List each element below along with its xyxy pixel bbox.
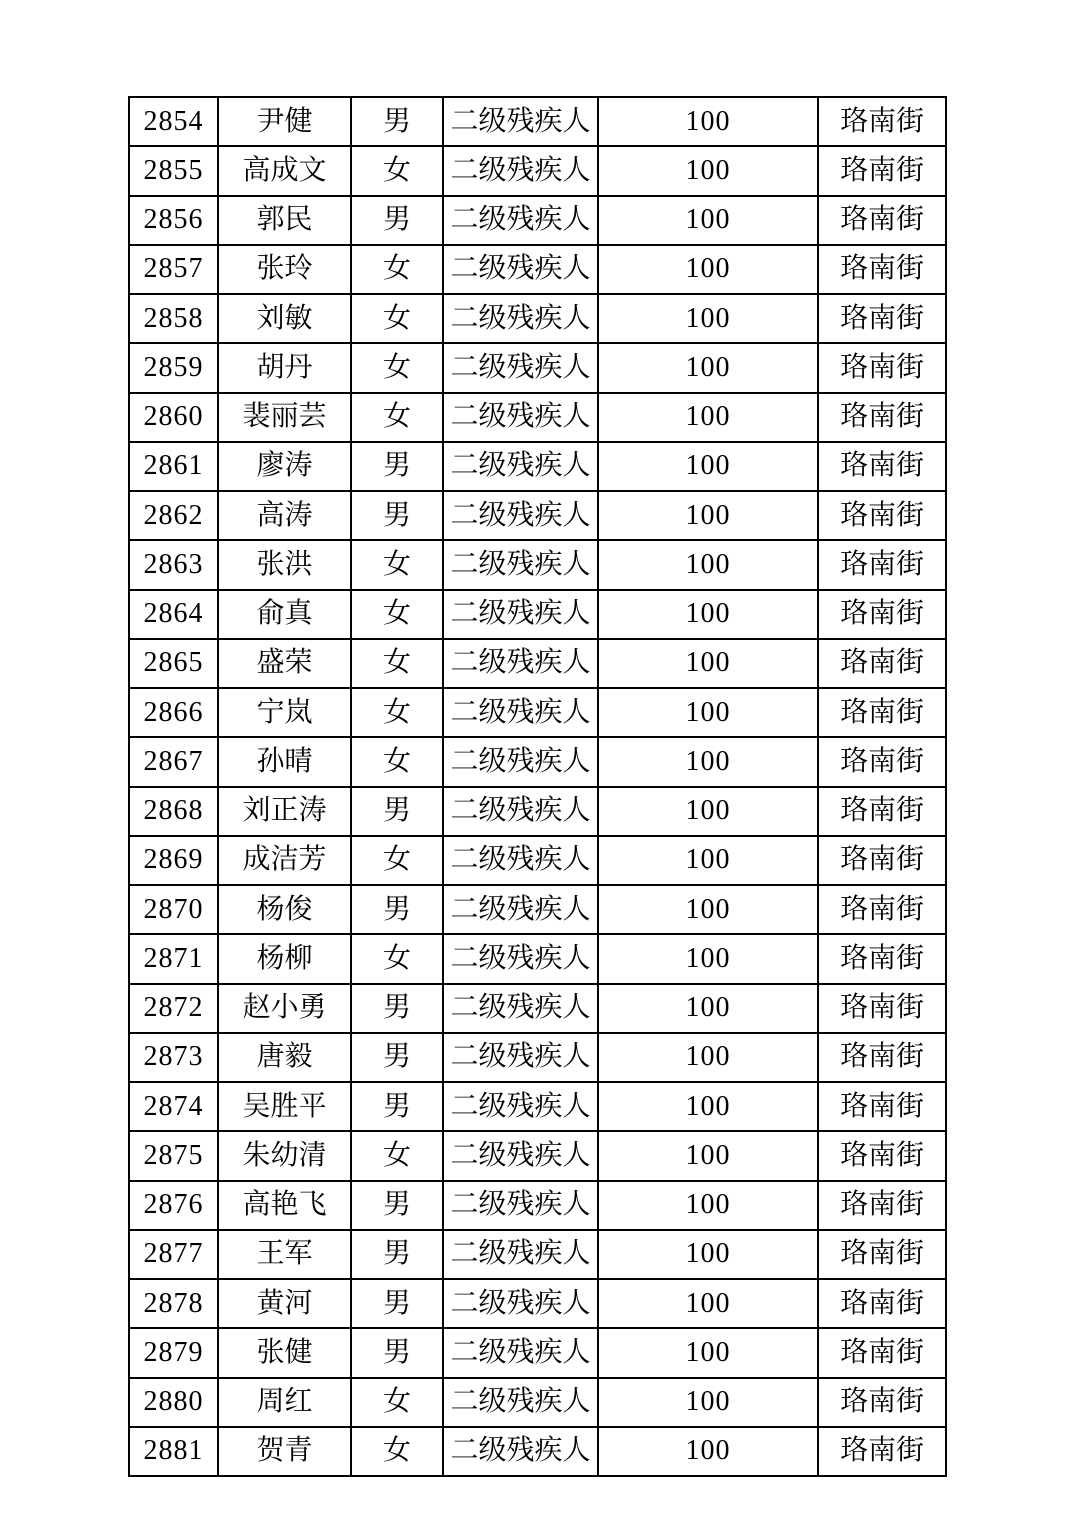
table-row [129,787,946,836]
cell-serial: 2862 [129,491,218,540]
cell-street: 珞南街 [818,146,946,195]
cell-street: 珞南街 [818,688,946,737]
cell-amount: 100 [598,196,818,245]
cell-name: 张洪 [218,540,351,589]
cell-amount: 100 [598,540,818,589]
cell-gender: 女 [351,245,443,294]
cell-serial: 2876 [129,1181,218,1230]
cell-category: 二级残疾人 [443,1181,598,1230]
cell-gender: 女 [351,639,443,688]
cell-serial: 2869 [129,836,218,885]
cell-name: 唐毅 [218,1033,351,1082]
cell-serial: 2873 [129,1033,218,1082]
cell-category: 二级残疾人 [443,491,598,540]
cell-serial: 2863 [129,540,218,589]
cell-name: 俞真 [218,590,351,639]
cell-gender: 女 [351,294,443,343]
cell-gender: 女 [351,343,443,392]
cell-street: 珞南街 [818,1131,946,1180]
cell-street: 珞南街 [818,1328,946,1377]
cell-name: 高成文 [218,146,351,195]
cell-gender: 男 [351,885,443,934]
table-row [129,146,946,195]
cell-amount: 100 [598,590,818,639]
cell-category: 二级残疾人 [443,196,598,245]
cell-street: 珞南街 [818,245,946,294]
cell-category: 二级残疾人 [443,1033,598,1082]
cell-amount: 100 [598,836,818,885]
cell-category: 二级残疾人 [443,787,598,836]
cell-gender: 男 [351,787,443,836]
cell-category: 二级残疾人 [443,836,598,885]
cell-gender: 女 [351,737,443,786]
cell-category: 二级残疾人 [443,1378,598,1427]
cell-street: 珞南街 [818,540,946,589]
cell-street: 珞南街 [818,639,946,688]
cell-street: 珞南街 [818,442,946,491]
cell-street: 珞南街 [818,97,946,146]
cell-category: 二级残疾人 [443,146,598,195]
cell-serial: 2874 [129,1082,218,1131]
table-row [129,885,946,934]
cell-serial: 2860 [129,393,218,442]
table-row [129,245,946,294]
cell-serial: 2865 [129,639,218,688]
table-row [129,294,946,343]
cell-serial: 2855 [129,146,218,195]
cell-serial: 2878 [129,1279,218,1328]
cell-street: 珞南街 [818,934,946,983]
cell-name: 王军 [218,1230,351,1279]
table-row [129,639,946,688]
cell-category: 二级残疾人 [443,393,598,442]
cell-gender: 女 [351,934,443,983]
cell-name: 成洁芳 [218,836,351,885]
cell-name: 杨柳 [218,934,351,983]
cell-street: 珞南街 [818,393,946,442]
cell-name: 张玲 [218,245,351,294]
cell-category: 二级残疾人 [443,934,598,983]
cell-name: 黄河 [218,1279,351,1328]
cell-street: 珞南街 [818,1230,946,1279]
cell-name: 赵小勇 [218,984,351,1033]
cell-category: 二级残疾人 [443,688,598,737]
cell-name: 胡丹 [218,343,351,392]
table-row [129,1230,946,1279]
cell-gender: 女 [351,146,443,195]
cell-serial: 2872 [129,984,218,1033]
table-row [129,1328,946,1377]
cell-serial: 2856 [129,196,218,245]
cell-category: 二级残疾人 [443,737,598,786]
cell-gender: 女 [351,1427,443,1476]
cell-serial: 2857 [129,245,218,294]
cell-name: 宁岚 [218,688,351,737]
cell-serial: 2861 [129,442,218,491]
cell-name: 高艳飞 [218,1181,351,1230]
cell-street: 珞南街 [818,787,946,836]
cell-name: 张健 [218,1328,351,1377]
table-row [129,442,946,491]
cell-gender: 女 [351,688,443,737]
cell-serial: 2877 [129,1230,218,1279]
cell-street: 珞南街 [818,737,946,786]
cell-name: 吴胜平 [218,1082,351,1131]
cell-category: 二级残疾人 [443,1082,598,1131]
cell-name: 廖涛 [218,442,351,491]
table-row [129,836,946,885]
cell-gender: 男 [351,491,443,540]
cell-gender: 男 [351,1279,443,1328]
cell-name: 高涛 [218,491,351,540]
table-row [129,1131,946,1180]
cell-gender: 男 [351,97,443,146]
cell-street: 珞南街 [818,590,946,639]
cell-category: 二级残疾人 [443,245,598,294]
table-row [129,1033,946,1082]
table-row [129,1279,946,1328]
cell-name: 尹健 [218,97,351,146]
cell-gender: 男 [351,442,443,491]
cell-gender: 女 [351,1378,443,1427]
cell-amount: 100 [598,639,818,688]
cell-street: 珞南街 [818,836,946,885]
cell-name: 贺青 [218,1427,351,1476]
cell-gender: 男 [351,1033,443,1082]
table-row [129,934,946,983]
cell-amount: 100 [598,1279,818,1328]
cell-street: 珞南街 [818,1427,946,1476]
cell-serial: 2864 [129,590,218,639]
table-row [129,343,946,392]
cell-category: 二级残疾人 [443,1328,598,1377]
cell-category: 二级残疾人 [443,590,598,639]
cell-amount: 100 [598,294,818,343]
cell-serial: 2870 [129,885,218,934]
cell-serial: 2879 [129,1328,218,1377]
cell-name: 朱幼清 [218,1131,351,1180]
cell-gender: 男 [351,196,443,245]
cell-category: 二级残疾人 [443,442,598,491]
cell-name: 周红 [218,1378,351,1427]
cell-amount: 100 [598,984,818,1033]
cell-amount: 100 [598,393,818,442]
cell-street: 珞南街 [818,343,946,392]
cell-gender: 男 [351,1230,443,1279]
cell-serial: 2875 [129,1131,218,1180]
table-row [129,97,946,146]
cell-amount: 100 [598,787,818,836]
cell-amount: 100 [598,442,818,491]
cell-name: 孙晴 [218,737,351,786]
table-row [129,984,946,1033]
cell-name: 刘敏 [218,294,351,343]
cell-gender: 男 [351,1181,443,1230]
cell-category: 二级残疾人 [443,984,598,1033]
cell-category: 二级残疾人 [443,343,598,392]
table-row [129,590,946,639]
cell-amount: 100 [598,934,818,983]
cell-gender: 女 [351,1131,443,1180]
cell-gender: 男 [351,1082,443,1131]
cell-gender: 女 [351,836,443,885]
cell-gender: 男 [351,984,443,1033]
cell-amount: 100 [598,1230,818,1279]
cell-street: 珞南街 [818,294,946,343]
cell-serial: 2868 [129,787,218,836]
table-row [129,196,946,245]
cell-gender: 女 [351,393,443,442]
cell-street: 珞南街 [818,1033,946,1082]
cell-category: 二级残疾人 [443,1279,598,1328]
table-row [129,1427,946,1476]
cell-gender: 女 [351,590,443,639]
table-row [129,393,946,442]
table-row [129,540,946,589]
cell-category: 二级残疾人 [443,639,598,688]
cell-amount: 100 [598,97,818,146]
cell-amount: 100 [598,1131,818,1180]
cell-amount: 100 [598,1033,818,1082]
table-row [129,737,946,786]
cell-serial: 2871 [129,934,218,983]
cell-category: 二级残疾人 [443,1230,598,1279]
cell-name: 刘正涛 [218,787,351,836]
cell-street: 珞南街 [818,491,946,540]
cell-amount: 100 [598,737,818,786]
cell-category: 二级残疾人 [443,885,598,934]
cell-amount: 100 [598,1181,818,1230]
cell-amount: 100 [598,1328,818,1377]
cell-street: 珞南街 [818,984,946,1033]
cell-category: 二级残疾人 [443,540,598,589]
cell-serial: 2854 [129,97,218,146]
cell-serial: 2881 [129,1427,218,1476]
cell-serial: 2858 [129,294,218,343]
cell-gender: 女 [351,540,443,589]
cell-street: 珞南街 [818,885,946,934]
cell-street: 珞南街 [818,1378,946,1427]
cell-street: 珞南街 [818,196,946,245]
cell-amount: 100 [598,491,818,540]
cell-category: 二级残疾人 [443,1131,598,1180]
cell-amount: 100 [598,1378,818,1427]
cell-street: 珞南街 [818,1279,946,1328]
cell-name: 郭民 [218,196,351,245]
cell-serial: 2859 [129,343,218,392]
cell-amount: 100 [598,1427,818,1476]
cell-amount: 100 [598,146,818,195]
cell-name: 盛荣 [218,639,351,688]
cell-serial: 2880 [129,1378,218,1427]
table-row [129,1082,946,1131]
cell-name: 杨俊 [218,885,351,934]
table-row [129,1378,946,1427]
table-row [129,491,946,540]
cell-name: 裴丽芸 [218,393,351,442]
cell-serial: 2867 [129,737,218,786]
cell-street: 珞南街 [818,1181,946,1230]
cell-amount: 100 [598,688,818,737]
cell-category: 二级残疾人 [443,97,598,146]
disability-subsidy-table [128,96,947,1477]
cell-gender: 男 [351,1328,443,1377]
cell-category: 二级残疾人 [443,294,598,343]
cell-amount: 100 [598,1082,818,1131]
table-row [129,1181,946,1230]
cell-category: 二级残疾人 [443,1427,598,1476]
cell-amount: 100 [598,245,818,294]
cell-amount: 100 [598,343,818,392]
cell-serial: 2866 [129,688,218,737]
cell-street: 珞南街 [818,1082,946,1131]
cell-amount: 100 [598,885,818,934]
table-row [129,688,946,737]
